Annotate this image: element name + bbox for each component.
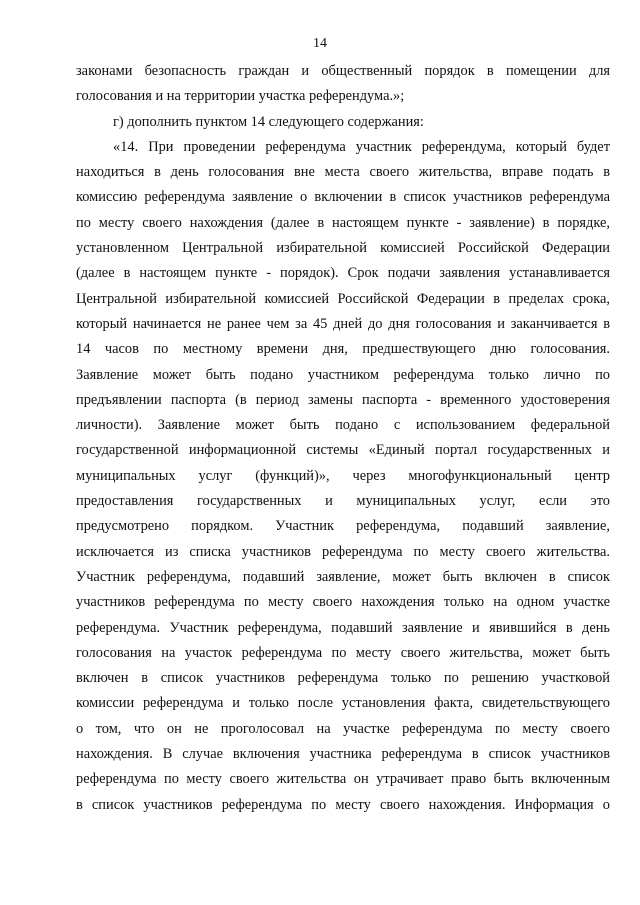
page-number: 14 — [313, 36, 327, 51]
text-line: находиться в день голосования вне места своего жительства, вправе подать в — [76, 164, 610, 181]
text-line: референдума по месту своего жительства он утрачивает право быть включенным — [76, 771, 610, 788]
text-line: муниципальных услуг (функций)», через многофункциональный центр — [76, 467, 610, 484]
text-line: включен в список участников референдума только по решению участковой — [76, 670, 610, 687]
text-line: нахождения. В случае включения участника референдума в список участников — [76, 746, 610, 763]
text-line: 14 часов по местному времени дня, предшествующего дню голосования. — [76, 341, 610, 358]
text-line: который начинается не ранее чем за 45 дней до дня голосования и заканчивается в — [76, 315, 610, 332]
text-line: государственной информационной системы «Единый портал государственных и — [76, 442, 610, 459]
text-line: исключается из списка участников референдума по месту своего жительства. — [76, 543, 610, 560]
text-line: предоставления государственных и муниципальных услуг, если это — [76, 493, 610, 510]
text-line: по месту своего нахождения (далее в настоящем пункте - заявление) в порядке, — [76, 214, 610, 231]
text-line: предъявлении паспорта (в период замены паспорта - временного удостоверения — [76, 391, 610, 408]
text-line: установленном Центральной избирательной комиссией Российской Федерации — [76, 240, 610, 257]
text-line: референдума. Участник референдума, подавший заявление и явившийся в день — [76, 619, 610, 636]
text-line: (далее в настоящем пункте - порядок). Срок подачи заявления устанавливается — [76, 265, 610, 282]
text-line: законами безопасность граждан и общественный порядок в помещении для — [76, 63, 610, 79]
text-line: Заявление может быть подано участником референдума только лично по — [76, 366, 610, 383]
text-line: Участник референдума, подавший заявление, может быть включен в список — [76, 568, 610, 585]
text-line: «14. При проведении референдума участник референдума, который будет — [113, 138, 610, 155]
text-line: предусмотрено порядком. Участник референдума, подавший заявление, — [76, 518, 610, 535]
text-line: в список участников референдума по месту своего нахождения. Информация о — [76, 796, 610, 813]
text-line: голосования на участок референдума по месту своего жительства, может быть — [76, 644, 610, 661]
text-line: участников референдума по месту своего нахождения только на одном участке — [76, 594, 610, 611]
text-line: комиссию референдума заявление о включении в список участников референдума — [76, 189, 610, 206]
text-line: г) дополнить пунктом 14 следующего содержания: — [113, 113, 424, 130]
body-text — [76, 59, 610, 818]
text-line: комиссии референдума и только после установления факта, свидетельствующего — [76, 695, 610, 712]
text-line: личности). Заявление может быть подано с использованием федеральной — [76, 417, 610, 434]
text-line: голосования и на территории участка референдума.»; — [76, 88, 405, 105]
text-line: Центральной избирательной комиссией Российской Федерации в пределах срока, — [76, 290, 610, 307]
text-line: о том, что он не проголосовал на участке референдума по месту своего — [76, 720, 610, 737]
